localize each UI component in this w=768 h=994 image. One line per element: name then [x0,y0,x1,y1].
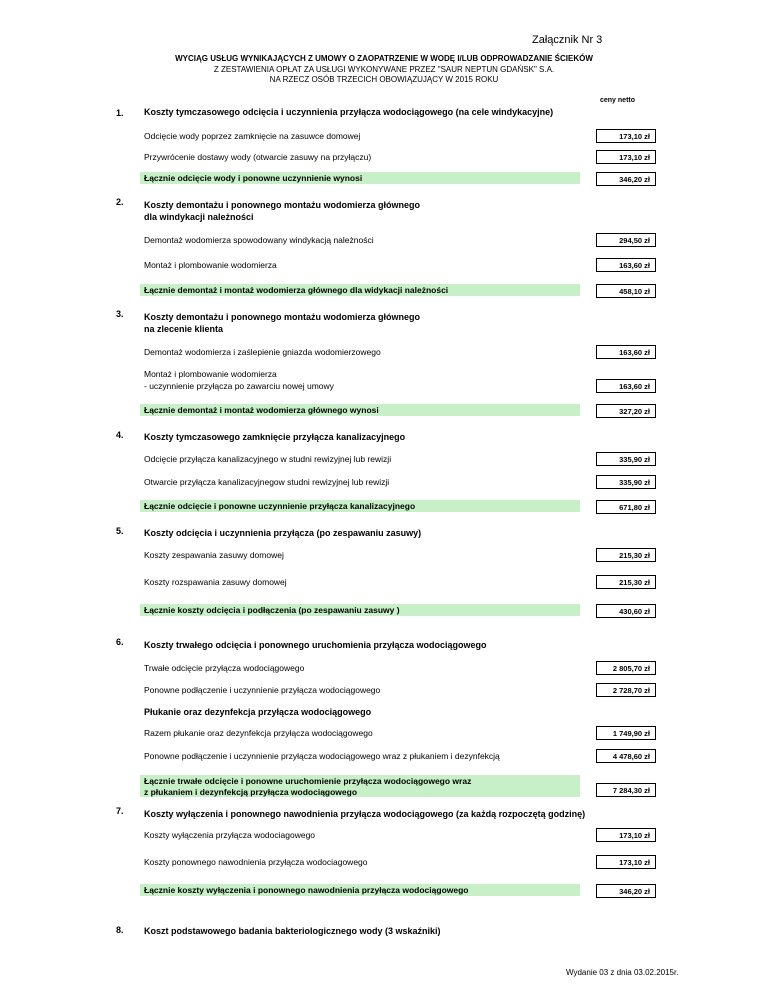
document-subtitle: Z ZESTAWIENIA OPŁAT ZA USŁUGI WYKONYWANE PRZEZ "SAUR NEPTUN GDAŃSK" S.A. [213,65,555,74]
section-title: Koszty demontażu i ponownego montażu wodomierza głównego [144,200,420,210]
section-title: Koszty tymczasowego zamknięcie przyłącza kanalizacyjnego [144,432,406,442]
line-item: Odcięcie wody poprzez zamknięcie na zasuwce domowej [144,131,361,141]
price-cell: 2 728,70 zł [596,683,656,697]
line-item: Ponowne podłączenie i uczynnienie przyłącza wodociągowego [144,685,381,695]
line-item: Koszty wyłączenia przyłącza wodociagowego [144,830,316,840]
total-label: Łącznie koszty wyłączenia i ponownego nawodnienia przyłącza wodociągowego [144,885,469,895]
line-item: Montaż i plombowanie wodomierza [144,260,277,270]
total-price-cell: 430,60 zł [596,604,656,618]
line-item: Koszty ponownego nawodnienia przyłącza wodociagowego [144,857,368,867]
price-cell: 2 805,70 zł [596,661,656,675]
line-item-line2: - uczynnienie przyłącza po zawarciu nowej umowy [144,381,334,391]
total-price-cell: 327,20 zł [596,404,656,418]
section-number: 4. [116,430,124,440]
line-item: Demontaż wodomierza spowodowany windykacją należności [144,235,374,245]
price-cell: 173,10 zł [596,150,656,164]
line-item: Koszty rozspawania zasuwy domowej [144,577,287,587]
section-title: Koszty tymczasowego odcięcia i uczynnienia przyłącza wodociągowego (na cele windykacyjne) [144,107,554,117]
price-cell: 335,90 zł [596,452,656,466]
total-label: Łącznie koszty odcięcia i podłączenia (po zespawaniu zasuwy ) [144,605,400,615]
section-number: 5. [116,526,124,536]
section-title: Koszty trwałego odcięcia i ponownego uruchomienia przyłącza wodociągowego [144,640,487,650]
line-item: Otwarcie przyłącza kanalizacyjnegow studni rewizyjnej lub rewizji [144,477,390,487]
edition-footer: Wydanie 03 z dnia 03.02.2015r. [566,968,679,977]
price-cell: 294,50 zł [596,233,656,247]
line-item: Ponowne podłączenie i uczynnienie przyłącza wodociągowego wraz z płukaniem i dezynfekcją [144,751,500,761]
price-cell: 173,10 zł [596,855,656,869]
section-number: 7. [116,806,124,816]
section-number: 1. [116,108,124,118]
total-price-cell: 346,20 zł [596,884,656,898]
total-price-cell: 671,80 zł [596,500,656,514]
section-number: 8. [116,925,124,935]
total-label-line2: z płukaniem i dezynfekcją przyłącza wodociągowego [144,787,358,797]
line-item: Przywrócenie dostawy wody (otwarcie zasuwy na przyłączu) [144,152,372,162]
price-cell: 215,30 zł [596,548,656,562]
section-number: 2. [116,197,124,207]
line-item: Odcięcie przyłącza kanalizacyjnego w studni rewizyjnej lub rewizji [144,454,392,464]
line-item: Koszty zespawania zasuwy domowej [144,550,284,560]
section-number: 6. [116,637,124,647]
section-title: Koszty demontażu i ponownego montażu wodomierza głównego [144,312,420,322]
line-item: Montaż i plombowanie wodomierza [144,369,277,379]
price-cell: 163,60 zł [596,345,656,359]
price-cell: 215,30 zł [596,575,656,589]
price-cell: 173,10 zł [596,828,656,842]
price-cell: 173,10 zł [596,129,656,143]
line-item: Trwałe odcięcie przyłącza wodociągowego [144,663,305,673]
price-cell: 4 478,60 zł [596,749,656,763]
total-label: Łącznie odcięcie i ponowne uczynnienie przyłącza kanalizacyjnego [144,501,416,511]
section-title: Koszty odcięcia i uczynnienia przyłącza (po zespawaniu zasuwy) [144,528,422,538]
subsection-title: Płukanie oraz dezynfekcja przyłącza wodociągowego [144,707,372,717]
section-title: Koszt podstawowego badania bakteriologicznego wody (3 wskaźniki) [144,926,441,936]
price-cell: 1 749,90 zł [596,726,656,740]
attachment-label: Załącznik Nr 3 [532,34,603,46]
line-item: Razem płukanie oraz dezynfekcja przyłącza wodociągowego [144,728,373,738]
total-label: Łącznie trwałe odcięcie i ponowne uruchomienie przyłącza wodociągowego wraz [144,776,472,786]
section-number: 3. [116,309,124,319]
total-price-cell: 7 284,30 zł [596,783,656,797]
price-cell: 163,60 zł [596,379,656,393]
section-title-line2: dla windykacji należności [144,212,254,222]
section-title-line2: na zlecenie klienta [144,324,224,334]
total-price-cell: 458,10 zł [596,284,656,298]
net-prices-label: ceny netto [600,97,636,104]
document-subtitle-2: NA RZECZ OSÓB TRZECICH OBOWIĄZUJĄCY W 2015 ROKU [269,75,499,84]
price-cell: 163,60 zł [596,258,656,272]
total-label: Łącznie demontaż i montaż wodomierza głównego wynosi [144,405,379,415]
total-label: Łącznie odcięcie wody i ponowne uczynnienie wynosi [144,173,363,183]
price-cell: 335,90 zł [596,475,656,489]
line-item: Demontaż wodomierza i zaślepienie gniazda wodomierzowego [144,347,381,357]
total-price-cell: 346,20 zł [596,172,656,186]
section-title: Koszty wyłączenia i ponownego nawodnienia przyłącza wodociągowego (za każdą rozpoczętą godzinę) [144,809,586,819]
total-label: Łącznie demontaż i montaż wodomierza głównego dla widykacji należności [144,285,449,295]
document-title: WYCIĄG USŁUG WYNIKAJĄCYCH Z UMOWY O ZAOPATRZENIE W WODĘ I/LUB ODPROWADZANIE ŚCIEKÓW [175,54,593,63]
